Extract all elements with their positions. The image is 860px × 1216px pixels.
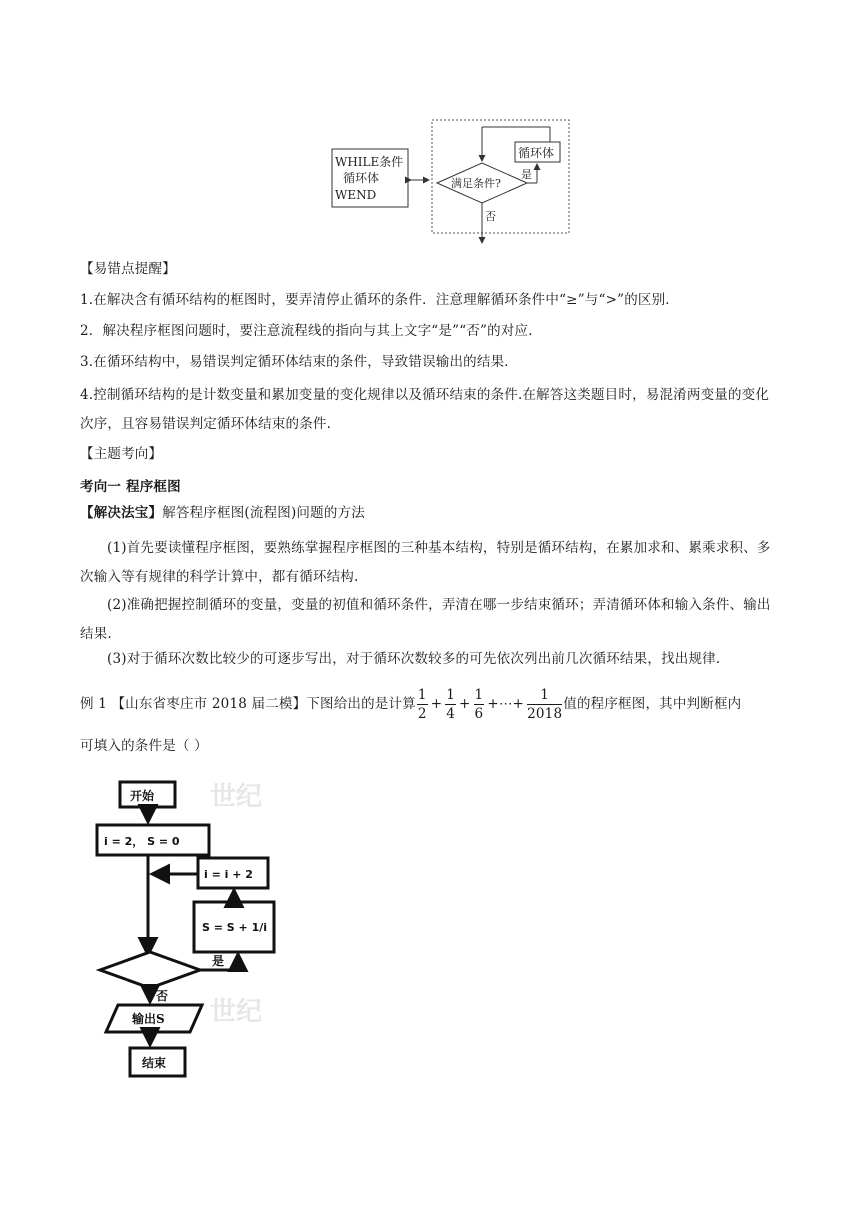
watermark-2: 世纪 bbox=[210, 997, 263, 1027]
while-loop-diagram bbox=[325, 112, 575, 247]
condition-label: 满足条件? bbox=[451, 177, 501, 190]
method-label: 【解决法宝】 bbox=[80, 505, 163, 521]
fraction-1-4: $\frac{1}{4}$ bbox=[446, 686, 456, 722]
fraction-1-6: $\frac{1}{6}$ bbox=[474, 686, 484, 722]
method-step-1: (1)首先要读懂程序框图，要熟练掌握程序框图的三种基本结构，特别是循环结构，在累加求和、累乘求积、多次输入等有规律的科学计算中，都有循环结构. bbox=[80, 540, 771, 585]
topics-heading: 【主题考向】 bbox=[80, 446, 163, 462]
no-label-2: 否 bbox=[156, 989, 169, 1003]
update-label: S = S + 1/i bbox=[202, 921, 268, 934]
fraction-1-2018: $\frac{1}{2018}$ bbox=[527, 686, 563, 722]
start-label: 开始 bbox=[130, 789, 155, 803]
yes-label-2: 是 bbox=[212, 954, 225, 968]
example-flowchart bbox=[90, 770, 310, 1090]
decision-diamond bbox=[100, 952, 200, 988]
example-1-suffix: 值的程序框图，其中判断框内 bbox=[563, 696, 742, 712]
example-1-line-1: 例 1 【山东省枣庄市 2018 届二模】下图给出的是计算 $\frac{1}{2}$ + $\frac{1}{4}$ + $\frac{1}{6}$ +⋯+ $\frac{1}{2018}$ 值的程序框图，其中判断框内 bbox=[80, 686, 742, 722]
yes-label-1: 是 bbox=[521, 168, 532, 181]
end-label: 结束 bbox=[142, 1056, 167, 1070]
code-line-1: WHILE条件 bbox=[335, 155, 404, 169]
method-step-3: (3)对于循环次数比较少的可逐步写出，对于循环次数较多的可先依次列出前几次循环结果，找出规律. bbox=[107, 651, 721, 667]
example-1-prefix: 例 1 【山东省枣庄市 2018 届二模】下图给出的是计算 bbox=[80, 696, 416, 712]
no-label-1: 否 bbox=[485, 210, 496, 223]
fraction-1-2: $\frac{1}{2}$ bbox=[417, 686, 427, 722]
example-1-line-2: 可填入的条件是（ ） bbox=[80, 738, 208, 754]
mistake-item-1: 1.在解决含有循环结构的框图时，要弄清停止循环的条件．注意理解循环条件中“≥”与“>”的区别． bbox=[80, 292, 680, 308]
method-step-2: (2)准确把握控制循环的变量，变量的初值和循环条件，弄清在哪一步结束循环；弄清循环体和输入条件、输出结果. bbox=[80, 597, 771, 642]
method-text: 解答程序框图(流程图)问题的方法 bbox=[162, 505, 365, 521]
increment-label: i = i + 2 bbox=[204, 868, 253, 881]
mistake-item-2: 2．解决程序框图问题时，要注意流程线的指向与其上文字“是”“否”的对应． bbox=[80, 323, 542, 339]
mistake-item-4: 4.控制循环结构的是计数变量和累加变量的变化规律以及循环结束的条件.在解答这类题目时，易混淆两变量的变化次序，且容易错误判定循环体结束的条件. bbox=[80, 387, 770, 432]
method-line bbox=[80, 503, 780, 523]
output-label: 输出S bbox=[132, 1012, 165, 1026]
mistake-item-3: 3.在循环结构中，易错误判定循环体结束的条件，导致错误输出的结果． bbox=[80, 354, 518, 370]
code-line-2: 循环体 bbox=[343, 171, 380, 185]
init-label: i = 2， S = 0 bbox=[104, 835, 180, 848]
loop-body-label: 循环体 bbox=[518, 146, 555, 160]
watermark-1: 世纪 bbox=[210, 782, 263, 812]
mistakes-heading: 【易错点提醒】 bbox=[80, 261, 176, 277]
direction-title: 考向一 程序框图 bbox=[80, 479, 181, 495]
code-line-3: WEND bbox=[335, 188, 377, 202]
ellipsis-term: +⋯+ bbox=[487, 696, 525, 712]
